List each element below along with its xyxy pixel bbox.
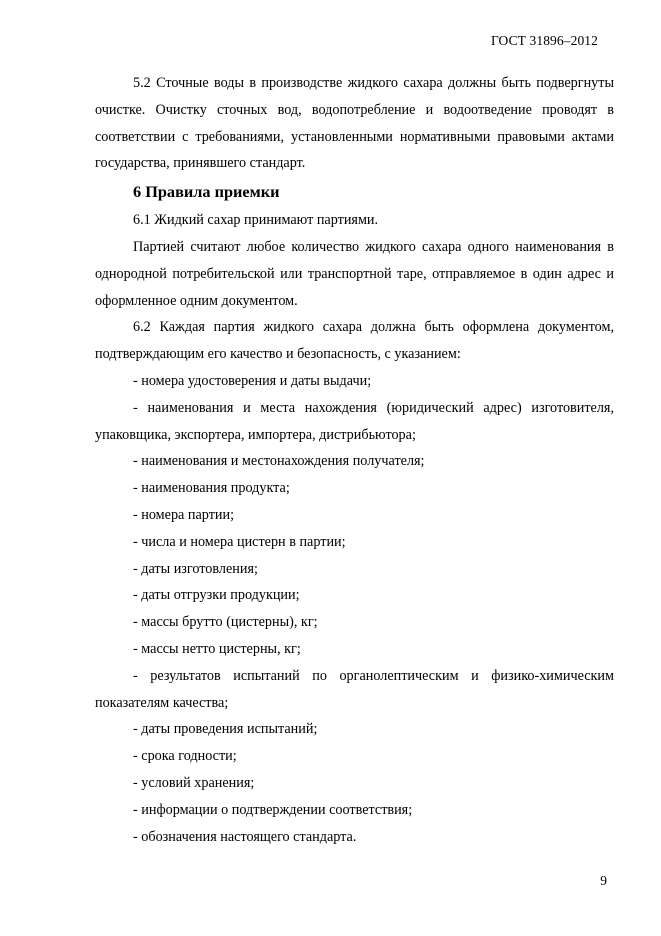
standard-designation: ГОСТ 31896–2012 [490, 33, 598, 48]
section-6-heading: 6 Правила приемки [133, 182, 280, 202]
list-item: - даты проведения испытаний; [133, 721, 318, 738]
list-item: - массы брутто (цистерны), кг; [133, 614, 318, 631]
list-item: - обозначения настоящего стандарта. [133, 828, 357, 845]
list-item: - наименования и местонахождения получателя; [133, 453, 425, 470]
list-item: - массы нетто цистерны, кг; [133, 640, 301, 657]
list-item: - условий хранения; [133, 774, 255, 791]
paragraph-6-2: 6.2 Каждая партия жидкого сахара должна быть оформлена документом, подтверждающим его качество и безопасность, с указанием: [95, 319, 614, 363]
list-item: - срока годности; [133, 748, 237, 765]
list-item: - результатов испытаний по органолептическим и физико-химическим показателям качества; [95, 667, 614, 711]
page-body [95, 70, 614, 850]
paragraph-batch-definition: Партией считают любое количество жидкого сахара одного наименования в однородной потребительской или транспортной таре, отправляемое в один адрес и оформленное одним документом. [95, 238, 614, 309]
list-item: - наименования продукта; [133, 480, 290, 497]
list-item: - даты отгрузки продукции; [133, 587, 300, 604]
list-item: - числа и номера цистерн в партии; [133, 533, 346, 550]
list-item: - наименования и места нахождения (юридический адрес) изготовителя, упаковщика, экспортера, импортера, дистрибьютора; [95, 399, 614, 443]
list-item: - номера партии; [133, 506, 235, 523]
paragraph-6-1: 6.1 Жидкий сахар принимают партиями. [133, 212, 379, 229]
page-number: 9 [600, 873, 607, 888]
list-item: - номера удостоверения и даты выдачи; [133, 372, 372, 389]
list-item: - даты изготовления; [133, 560, 258, 577]
paragraph-5-2: 5.2 Сточные воды в производстве жидкого сахара должны быть подвергнуты очистке. Очистку сточных вод, водопотребление и водоотведение проводят в соответствии с требованиями, установленными нормативными правовыми актами государства, принявшего стандарт. [95, 75, 614, 172]
list-item: - информации о подтверждении соответствия; [133, 801, 413, 818]
